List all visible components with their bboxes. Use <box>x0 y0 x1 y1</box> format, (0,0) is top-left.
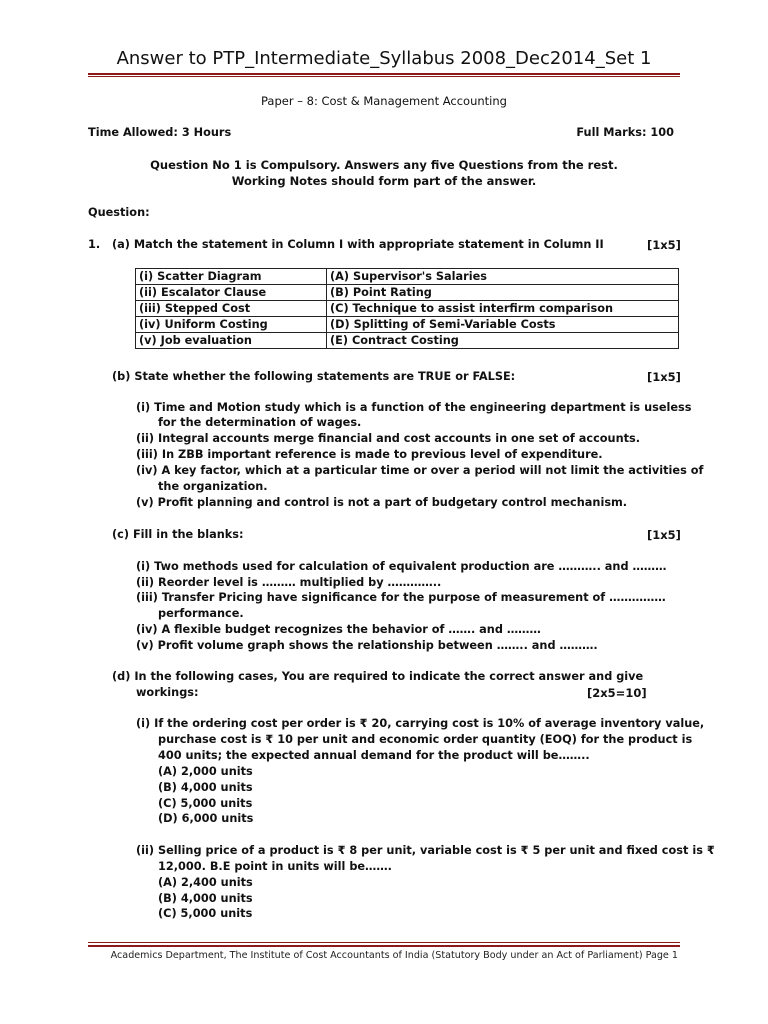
q1d-ii-option-a: (A) 2,400 units <box>158 876 253 889</box>
q1b-item-2: (ii) Integral accounts merge financial and cost accounts in one set of accounts. <box>136 432 641 445</box>
q1b-text: (b) State whether the following statements are TRUE or FALSE: <box>112 370 516 383</box>
table-row <box>136 301 679 317</box>
header-rule <box>88 73 680 75</box>
q1b-item-3: (iii) In ZBB important reference is made to previous level of expenditure. <box>136 448 603 461</box>
table-cell: (ii) Escalator Clause <box>136 285 327 301</box>
question-number: 1. <box>88 238 101 251</box>
page-header-title: Answer to PTP_Intermediate_Syllabus 2008_Dec2014_Set 1 <box>116 48 652 69</box>
q1c-marks: [1x5] <box>647 528 681 542</box>
q1d-i-option-b: (B) 4,000 units <box>158 781 253 794</box>
q1d-i-line-1: (i) If the ordering cost per order is ₹ 20, carrying cost is 10% of average inventory value, <box>136 717 705 730</box>
q1b-item-1: (i) Time and Motion study which is a function of the engineering department is useless <box>136 401 692 414</box>
header-rule-thin <box>88 76 680 77</box>
table-cell: (A) Supervisor's Salaries <box>327 269 679 285</box>
q1d-ii-line-1: (ii) Selling price of a product is ₹ 8 per unit, variable cost is ₹ 5 per unit and fixed cost is ₹ <box>136 844 715 857</box>
paper-title: Paper – 8: Cost & Management Accounting <box>261 94 507 108</box>
q1b-item-4: (iv) A key factor, which at a particular time or over a period will not limit the activities of <box>136 464 704 477</box>
q1d-ii-line-2: 12,000. B.E point in units will be……. <box>158 860 392 873</box>
table-row <box>136 269 679 285</box>
match-table <box>135 268 679 349</box>
table-row <box>136 317 679 333</box>
table-cell: (E) Contract Costing <box>327 333 679 349</box>
q1b-item-5: (v) Profit planning and control is not a part of budgetary control mechanism. <box>136 496 628 509</box>
q1c-item-5: (v) Profit volume graph shows the relationship between …….. and ………. <box>136 639 598 652</box>
q1d-marks: [2x5=10] <box>587 686 647 700</box>
footer-rule <box>88 945 680 947</box>
instruction-line-1: Question No 1 is Compulsory. Answers any five Questions from the rest. <box>150 158 618 172</box>
question-heading: Question: <box>88 206 150 219</box>
table-cell: (iv) Uniform Costing <box>136 317 327 333</box>
q1c-item-3-cont: performance. <box>158 607 244 620</box>
q1d-ii-option-c: (C) 5,000 units <box>158 907 253 920</box>
full-marks: Full Marks: 100 <box>576 126 674 139</box>
q1d-i-option-c: (C) 5,000 units <box>158 797 253 810</box>
instruction-line-2: Working Notes should form part of the answer. <box>231 174 537 188</box>
q1d-text-cont: workings: <box>136 686 199 699</box>
table-row <box>136 333 679 349</box>
q1b-marks: [1x5] <box>647 370 681 384</box>
q1d-i-line-3: 400 units; the expected annual demand for the product will be…….. <box>158 749 590 762</box>
q1b-item-1-cont: for the determination of wages. <box>158 416 362 429</box>
q1a-marks: [1x5] <box>647 238 681 252</box>
time-allowed: Time Allowed: 3 Hours <box>88 126 232 139</box>
table-row <box>136 285 679 301</box>
q1d-ii-option-b: (B) 4,000 units <box>158 892 253 905</box>
table-cell: (v) Job evaluation <box>136 333 327 349</box>
page-footer: Academics Department, The Institute of Cost Accountants of India (Statutory Body under an Act of Parliament) Page 1 <box>110 950 678 961</box>
q1c-item-2: (ii) Reorder level is ……… multiplied by ………….. <box>136 576 442 589</box>
q1d-i-option-a: (A) 2,000 units <box>158 765 253 778</box>
q1b-item-4-cont: the organization. <box>158 480 268 493</box>
q1c-item-4: (iv) A flexible budget recognizes the behavior of ……. and ……… <box>136 623 541 636</box>
q1c-text: (c) Fill in the blanks: <box>112 528 244 541</box>
table-cell: (iii) Stepped Cost <box>136 301 327 317</box>
q1c-item-1: (i) Two methods used for calculation of equivalent production are ……….. and ……… <box>136 560 667 573</box>
q1a-text: (a) Match the statement in Column I with appropriate statement in Column II <box>112 238 604 251</box>
table-cell: (C) Technique to assist interfirm comparison <box>327 301 679 317</box>
footer-rule-thin <box>88 942 680 943</box>
q1d-i-option-d: (D) 6,000 units <box>158 812 254 825</box>
table-cell: (D) Splitting of Semi-Variable Costs <box>327 317 679 333</box>
q1d-i-line-2: purchase cost is ₹ 10 per unit and economic order quantity (EOQ) for the product is <box>158 733 693 746</box>
q1c-item-3: (iii) Transfer Pricing have significance for the purpose of measurement of …………… <box>136 591 666 604</box>
table-cell: (B) Point Rating <box>327 285 679 301</box>
table-cell: (i) Scatter Diagram <box>136 269 327 285</box>
q1d-text: (d) In the following cases, You are required to indicate the correct answer and give <box>112 670 644 683</box>
